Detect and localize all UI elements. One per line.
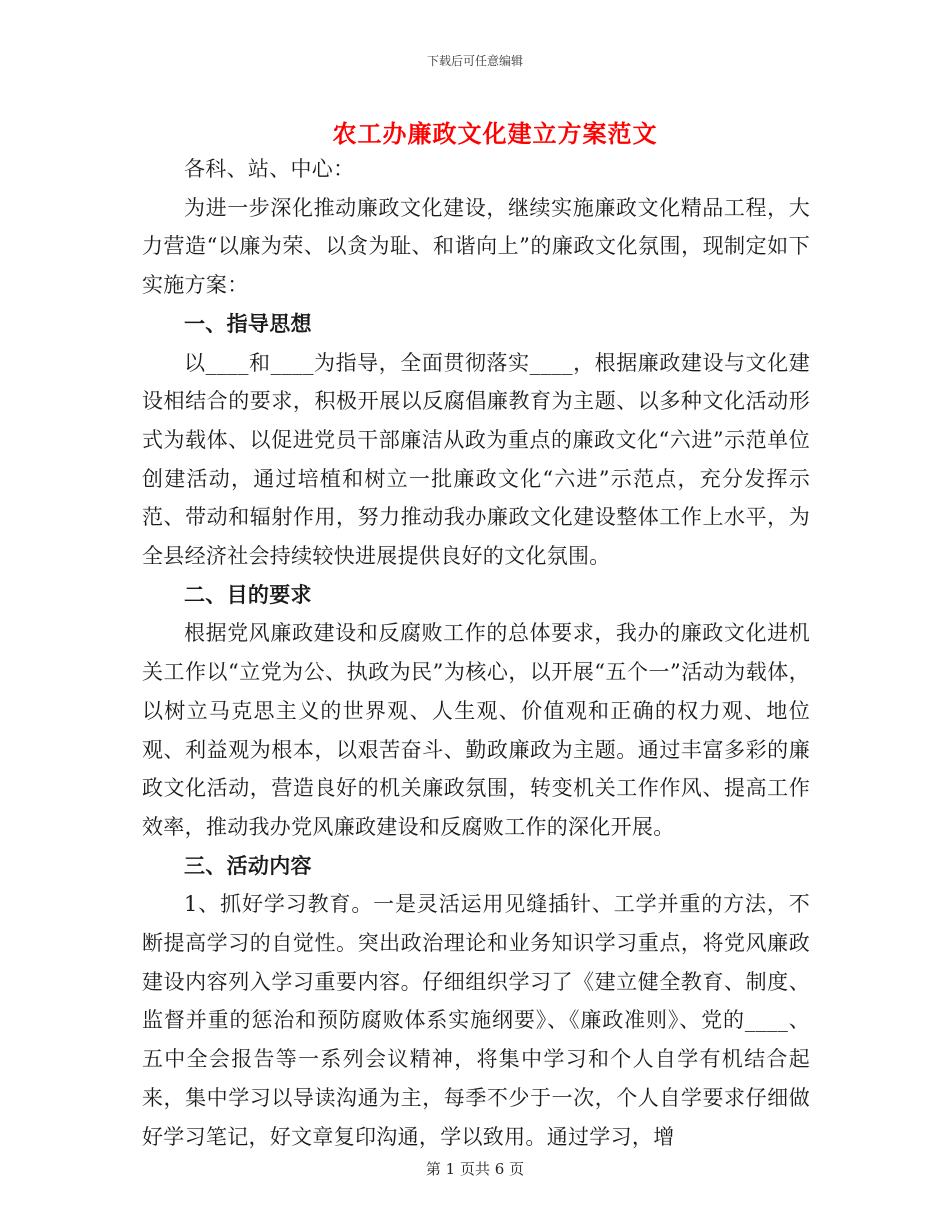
body-paragraph: 1、抓好学习教育。一是灵活运用见缝插针、工学并重的方法，不断提高学习的自觉性。突出政治理论和业务知识学习重点，将党风廉政建设内容列入学习重要内容。仔细组织学习了《建立健全教育、制度、监督并重的惩治和预防腐败体系实施纲要》、《廉政准则》、党的____、五中全会报告等一系列会议精神，将集中学习和个人自学有机结合起来，集中学习以导读沟通为主，每季不少于一次，个人自学要求仔细做好学习笔记，好文章复印沟通，学以致用。通过学习，增 <box>142 892 810 1149</box>
document-title: 农工办廉政文化建立方案范文 <box>332 119 658 148</box>
page-header: 下载后可任意编辑 <box>426 54 523 68</box>
body-paragraph: 为进一步深化推动廉政文化建设，继续实施廉政文化精品工程，大力营造“以廉为荣、以贪为耻、和谐向上”的廉政文化氛围，现制定如下实施方案： <box>142 195 810 298</box>
body-paragraph: 以____和____为指导，全面贯彻落实____，根据廉政建设与文化建设相结合的要求，积极开展以反腐倡廉教育为主题、以多种文化活动形式为载体、以促进党员干部廉洁从政为重点的廉政文化“六进”示范单位创建活动，通过培植和树立一批廉政文化“六进”示范点，充分发挥示范、带动和辐射作用，努力推动我办廉政文化建设整体工作上水平，为全县经济社会持续较快进展提供良好的文化氛围。 <box>142 350 810 569</box>
section-heading: 一、指导思想 <box>184 310 312 336</box>
page-footer: 第 1 页共 6 页 <box>425 1160 525 1178</box>
section-heading: 二、目的要求 <box>184 581 312 607</box>
section-heading: 三、活动内容 <box>184 852 312 878</box>
document-body <box>142 150 810 1156</box>
body-paragraph: 根据党风廉政建设和反腐败工作的总体要求，我办的廉政文化进机关工作以“立党为公、执政为民”为核心，以开展“五个一”活动为载体，以树立马克思主义的世界观、人生观、价值观和正确的权力观、地位观、利益观为根本，以艰苦奋斗、勤政廉政为主题。通过丰富多彩的廉政文化活动，营造良好的机关廉政氛围，转变机关工作作风、提高工作效率，推动我办党风廉政建设和反腐败工作的深化开展。 <box>142 621 810 839</box>
salutation: 各科、站、中心： <box>184 157 355 181</box>
